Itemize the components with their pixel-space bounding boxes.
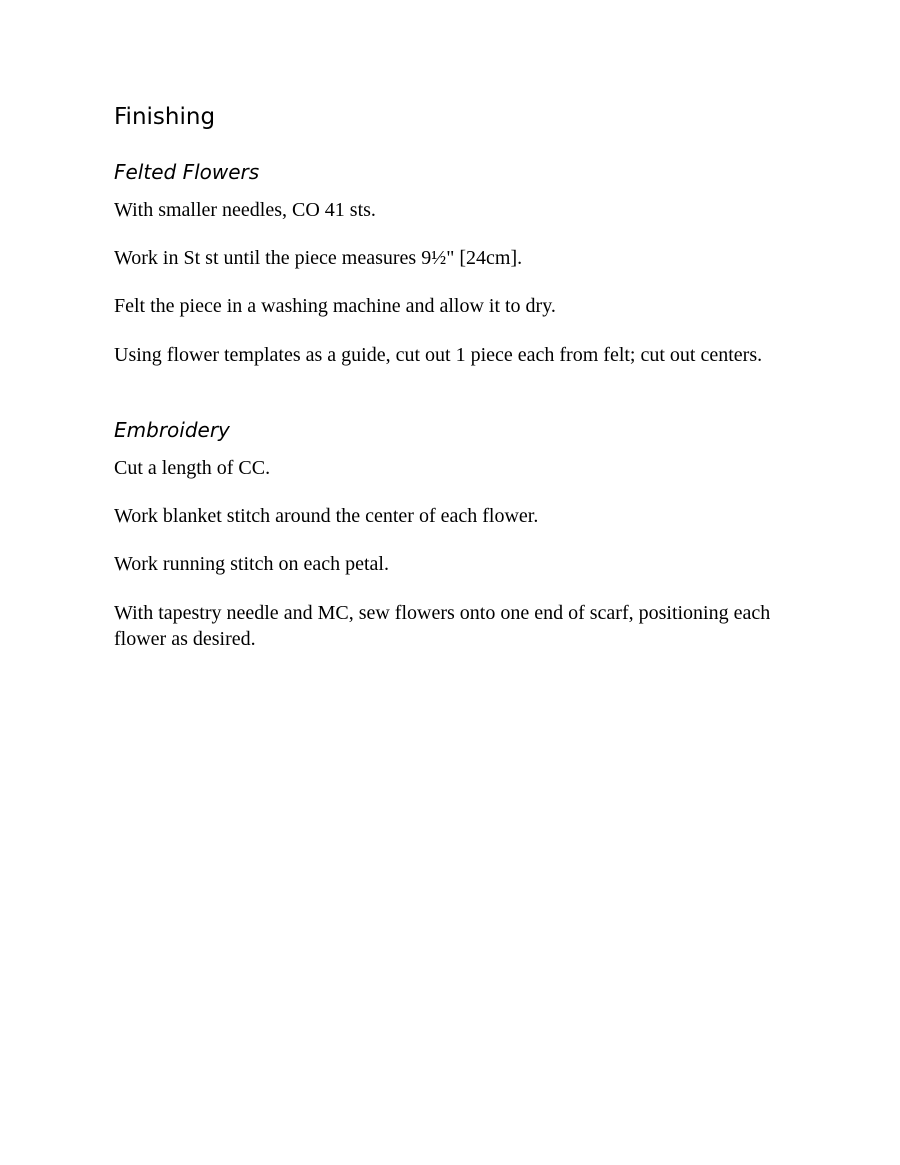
section-title-felted-flowers: Felted Flowers — [114, 160, 260, 184]
paragraph: With smaller needles, CO 41 sts. — [114, 199, 376, 221]
page-title: Finishing — [114, 104, 216, 130]
paragraph: Work running stitch on each petal. — [114, 553, 389, 575]
paragraph: Cut a length of CC. — [114, 457, 271, 479]
paragraph: Using flower templates as a guide, cut out 1 piece each from felt; cut out centers. — [114, 344, 763, 366]
paragraph: Felt the piece in a washing machine and allow it to dry. — [114, 295, 556, 317]
paragraph: Work in St st until the piece measures 9½" [24cm]. — [114, 247, 523, 269]
paragraph: With tapestry needle and MC, sew flowers onto one end of scarf, positioning each flower as desired. — [114, 602, 771, 650]
paragraph: Work blanket stitch around the center of each flower. — [114, 505, 539, 527]
section-title-embroidery: Embroidery — [114, 418, 230, 442]
